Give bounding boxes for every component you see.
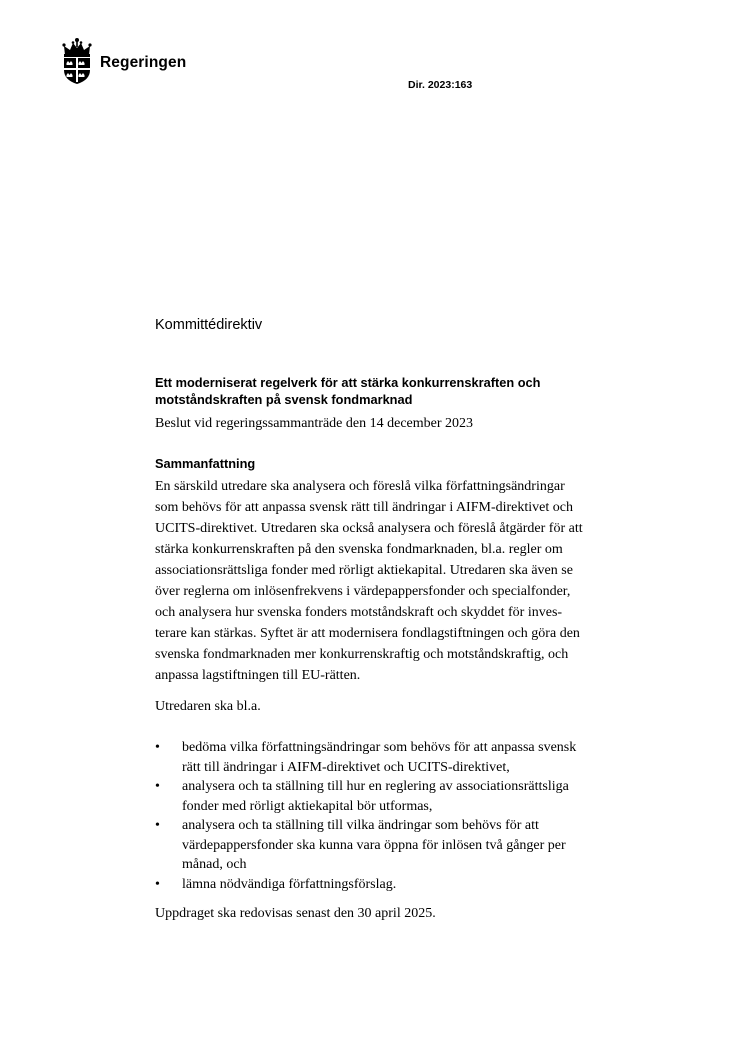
bullet-icon: • <box>155 740 160 755</box>
task-list <box>155 738 625 894</box>
bullet-icon: • <box>155 818 160 833</box>
list-item <box>155 875 625 895</box>
list-item <box>155 738 625 777</box>
list-item-line: fonder med rörligt aktiekapital bör utformas, <box>182 798 433 814</box>
closing-line: Uppdraget ska redovisas senast den 30 april 2025. <box>155 906 436 921</box>
directive-number: Dir. 2023:163 <box>408 79 473 91</box>
list-item-line: bedöma vilka författningsändringar som behövs för att anpassa svensk <box>182 740 577 755</box>
list-item <box>155 816 625 875</box>
summary-line: associationsrättsliga fonder med rörligt aktiekapital. Utredaren ska även se <box>155 563 573 578</box>
summary-line: och analysera hur svenska fonders motståndskraft och skyddet för inves- <box>155 605 563 620</box>
summary-paragraph <box>155 476 625 686</box>
summary-line: En särskild utredare ska analysera och föreslå vilka författningsändringar <box>155 479 565 494</box>
summary-heading: Sammanfattning <box>155 456 256 471</box>
list-item-line: analysera och ta ställning till vilka ändringar som behövs för att <box>182 818 539 833</box>
bullet-icon: • <box>155 876 160 892</box>
summary-line: terare kan stärkas. Syftet är att modernisera fondlagstiftningen och göra den <box>155 626 580 641</box>
summary-line: svenska fondmarknaden mer konkurrenskraftig och motståndskraftig, och <box>155 647 569 662</box>
list-item-line: lämna nödvändiga författningsförslag. <box>182 876 397 892</box>
document-title: Ett moderniserat regelverk för att stärka konkurrenskraften och motståndskraften på svensk fondmarknad <box>155 375 541 407</box>
logo-text: Regeringen <box>100 54 187 71</box>
list-item-line: analysera och ta ställning till hur en reglering av associationsrättsliga <box>182 779 569 794</box>
crown-shield-icon <box>61 37 93 85</box>
tasks-intro: Utredaren ska bl.a. <box>155 699 261 714</box>
list-item <box>155 777 625 816</box>
summary-line: UCITS-direktivet. Utredaren ska också analysera och föreslå åtgärder för att <box>155 521 583 536</box>
government-logo <box>61 37 186 85</box>
list-item-line: värdepappersfonder ska kunna vara öppna för inlösen två gånger per <box>182 837 566 853</box>
list-item-line: rätt till ändringar i AIFM-direktivet och UCITS-direktivet, <box>182 759 510 775</box>
summary-line: över reglerna om inlösenfrekvens i värdepappersfonder och specialfonder, <box>155 584 571 599</box>
summary-line: anpassa lagstiftningen till EU-rätten. <box>155 668 361 683</box>
list-item-line: månad, och <box>182 857 247 872</box>
decision-line: Beslut vid regeringssammanträde den 14 december 2023 <box>155 416 474 431</box>
document-type: Kommittédirektiv <box>155 317 263 333</box>
summary-line: stärka konkurrenskraften på den svenska fondmarknaden, bl.a. regler om <box>155 542 563 557</box>
bullet-icon: • <box>155 779 160 794</box>
summary-line: som behövs för att anpassa svensk rätt till ändringar i AIFM-direktivet och <box>155 500 573 515</box>
